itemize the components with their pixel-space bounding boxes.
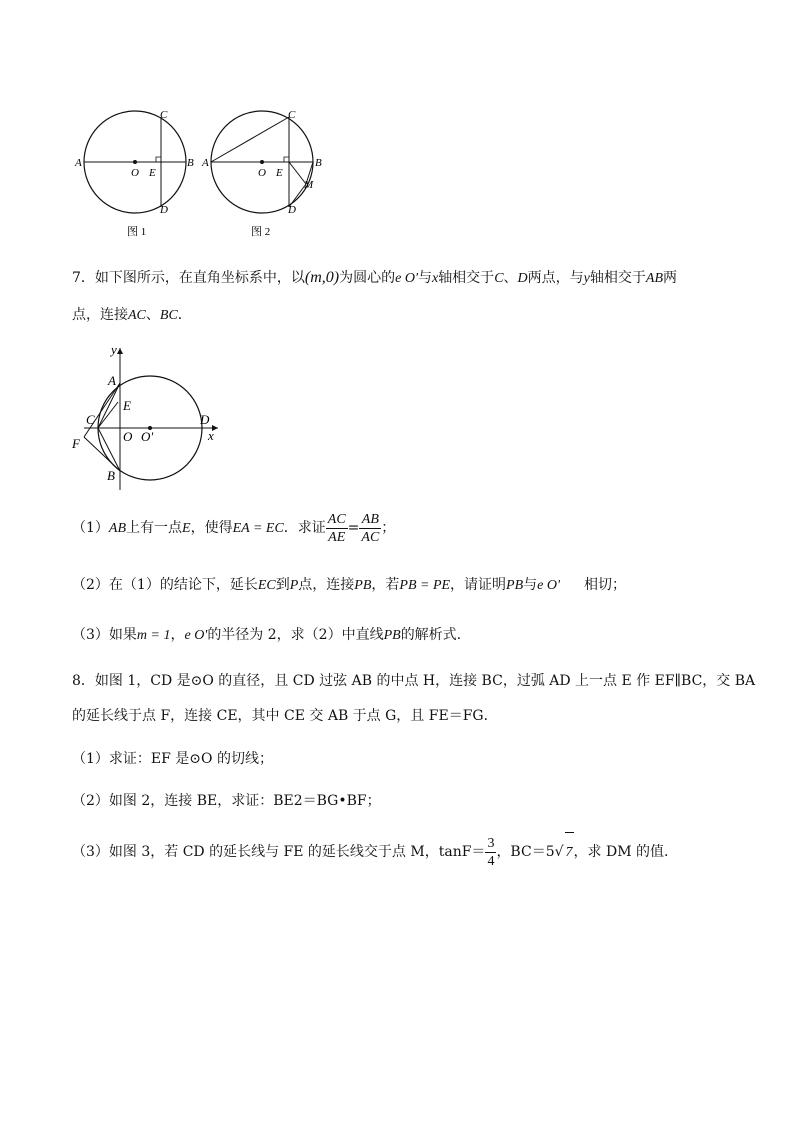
q7-part2 xyxy=(72,575,626,596)
q7-fig-label-D: D xyxy=(200,412,210,427)
q7-part3-PB: PB xyxy=(383,628,401,643)
q7-part2-PB: PB xyxy=(354,578,372,593)
q7-part2-text: 相切； xyxy=(583,577,626,593)
q7-text: 如下图所示，在直角坐标系中，以 xyxy=(94,270,305,286)
q8-part2: （2）如图 2，连接 BE，求证：BE2＝BG•BF； xyxy=(72,793,381,809)
q7-figure xyxy=(68,340,228,500)
q7-part2-eq: PB = PE xyxy=(399,578,451,593)
q7-part3-text: 的解析式. xyxy=(400,627,462,643)
fig1-label-C: C xyxy=(160,109,168,121)
q7-fig-label-x: x xyxy=(208,428,214,443)
q8-part3-text: ，求 DM 的值. xyxy=(573,844,669,860)
q7-part2-text: 与 xyxy=(523,577,538,593)
q7-text: 与 xyxy=(417,270,432,286)
fig1-label-B: B xyxy=(187,157,194,169)
fig2-label-A: A xyxy=(202,157,209,169)
fig2-label-E: E xyxy=(276,167,283,179)
q7-part3-eq: m = 1 xyxy=(136,628,171,643)
fig2-label-D: D xyxy=(288,204,296,216)
q7-text: ． xyxy=(177,307,192,323)
q7-BC: BC xyxy=(159,308,178,323)
q7-part2-text: 点，连接 xyxy=(298,577,355,593)
q7-line1 xyxy=(72,268,677,289)
fraction-denominator: AC xyxy=(361,529,380,545)
q7-text: 两 xyxy=(663,270,677,286)
fig1-label-D: D xyxy=(160,204,168,216)
q8-line2: 的延长线于点 F，连接 CE，其中 CE 交 AB 于点 G，且 FE＝FG． xyxy=(72,708,498,724)
q7-part1-text: ．求证 xyxy=(283,520,326,536)
q7-text: 轴相交于 xyxy=(589,270,646,286)
fig2-label-M: M xyxy=(304,179,314,191)
q7-A: A xyxy=(645,271,655,286)
q7-part2-text: ，若 xyxy=(371,577,400,593)
q7-circle-symbol: e O' xyxy=(395,271,418,286)
q7-fig-label-B: B xyxy=(107,468,115,483)
q8-part3-text: （3）如图 3，若 CD 的延长线与 FE 的延长线交于点 M，tanF＝ xyxy=(72,844,486,860)
q7-part1-fraction-2 xyxy=(359,511,381,546)
q7-part2-P: P xyxy=(289,578,299,593)
figure-1 xyxy=(74,109,194,238)
q7-line2 xyxy=(72,305,192,326)
q7-fig-label-y: y xyxy=(111,342,117,357)
q7-text: 为圆心的 xyxy=(339,270,396,286)
q7-part1-text: ； xyxy=(381,520,396,536)
q7-D: D xyxy=(517,271,528,286)
fig1-caption: 图 1 xyxy=(127,226,147,238)
q7-part3-text: 的半径为 2，求（2）中直线 xyxy=(207,627,384,643)
q8-part3-text: ，BC＝5 xyxy=(496,844,555,860)
q7-part2-text: 到 xyxy=(275,577,290,593)
q7-part2-EC: EC xyxy=(257,578,276,593)
fraction-numerator: AC xyxy=(327,511,346,527)
fraction-denominator: 4 xyxy=(487,853,495,869)
figure-2 xyxy=(201,109,322,238)
q8-line1: 8．如图 1，CD 是⊙O 的直径，且 CD 过弦 AB 的中点 H，连接 BC，过弧 AD 上一点 E 作 EF∥BC，交 BA xyxy=(72,673,756,689)
q7-part1-equals: = xyxy=(347,520,360,536)
q7-C: C xyxy=(494,271,504,286)
fraction-denominator: AE xyxy=(328,529,346,545)
q7-part1-E: E xyxy=(182,521,191,536)
q7-part2-circle-symbol: e O' xyxy=(537,578,560,593)
fig1-label-O: O xyxy=(131,167,139,179)
q8-part3-fraction xyxy=(485,835,496,870)
fraction-numerator: AB xyxy=(359,511,381,529)
q7-part3-text: ， xyxy=(170,627,185,643)
q7-text: 点，连接 xyxy=(72,307,128,323)
fig2-label-C: C xyxy=(288,109,296,121)
q7-text: 轴相交于 xyxy=(438,270,495,286)
q7-center-coord: (m,0) xyxy=(304,269,340,286)
q7-part1-AB: AB xyxy=(108,521,127,536)
q7-fig-label-C: C xyxy=(86,412,95,427)
q8-part1: （1）求证：EF 是⊙O 的切线； xyxy=(72,751,273,767)
q7-x: x xyxy=(431,271,439,286)
q7-y: y xyxy=(583,271,590,286)
q7-part1-text: 上有一点 xyxy=(126,520,183,536)
top-figures xyxy=(60,100,350,250)
fig2-label-O: O xyxy=(258,167,266,179)
fig2-label-B: B xyxy=(315,157,322,169)
q7-number: 7． xyxy=(72,270,95,286)
q7-part3-circle-symbol: e O' xyxy=(184,628,208,643)
q8-part3-sqrt: 7 xyxy=(565,832,574,873)
q7-fig-label-O: O xyxy=(123,429,133,444)
q7-part2-text: （2）在（1）的结论下，延长 xyxy=(72,577,258,593)
q7-text: 、 xyxy=(503,270,518,286)
q8-part3 xyxy=(72,832,668,873)
q7-text: 、 xyxy=(145,307,160,323)
fig1-label-E: E xyxy=(149,167,156,179)
q7-fig-label-F: F xyxy=(72,436,80,451)
fig1-label-A: A xyxy=(75,157,82,169)
q7-part2-text: ，请证明 xyxy=(450,577,507,593)
fraction-numerator: 3 xyxy=(487,835,495,851)
q7-text: 两点，与 xyxy=(527,270,584,286)
q7-part1-prefix: （1） xyxy=(72,520,109,536)
q7-part3-text: （3）如果 xyxy=(72,627,137,643)
q7-B: B xyxy=(654,271,663,286)
fig2-caption: 图 2 xyxy=(251,226,271,238)
q7-part1 xyxy=(72,508,395,549)
q7-AC: AC xyxy=(128,308,146,323)
sqrt-icon: √ xyxy=(554,844,564,860)
q7-part1-text: ，使得 xyxy=(190,520,233,536)
q7-part1-eq: EA = EC xyxy=(232,521,284,536)
q7-part2-PB: PB xyxy=(506,578,524,593)
q7-part1-fraction-1 xyxy=(326,511,348,546)
q7-part3 xyxy=(72,625,461,646)
q7-fig-label-Oprime: O' xyxy=(141,429,154,444)
q7-fig-label-A: A xyxy=(108,373,116,388)
q7-fig-label-E: E xyxy=(123,398,131,413)
